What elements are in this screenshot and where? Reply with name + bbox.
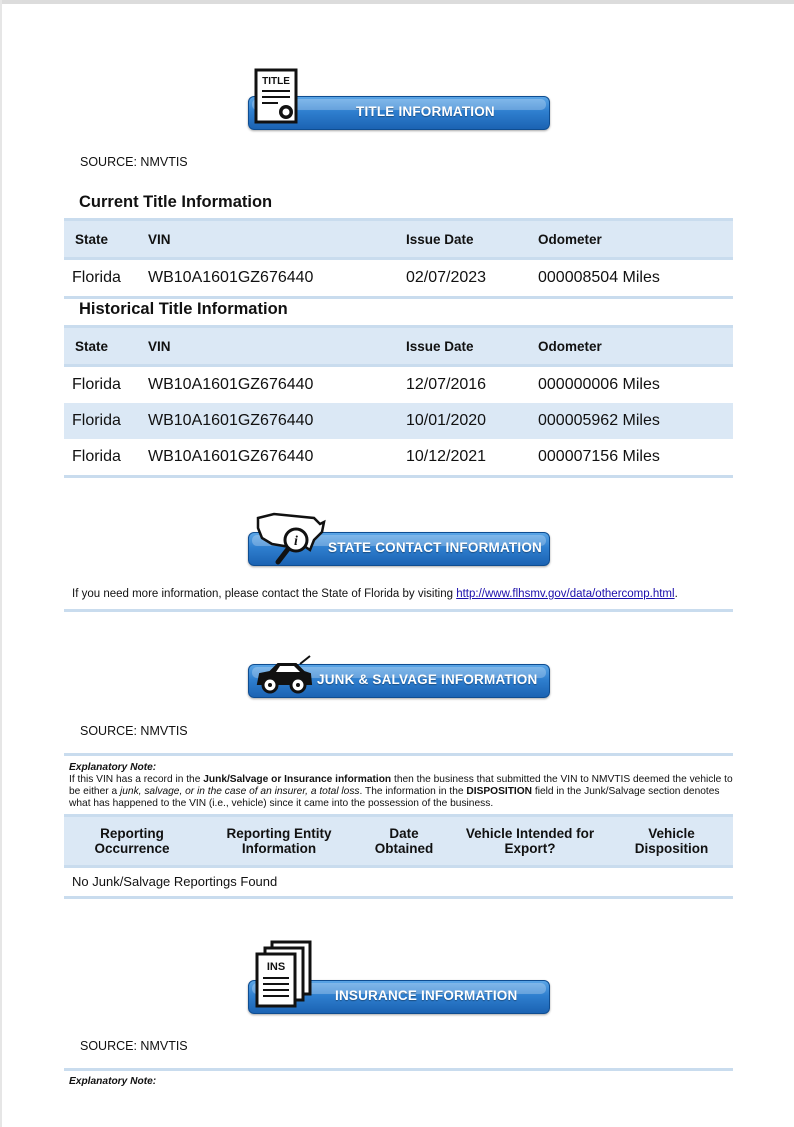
divider bbox=[64, 609, 733, 612]
flhsmv-link[interactable]: http://www.flhsmv.gov/data/othercomp.html bbox=[456, 588, 675, 600]
table-header-row bbox=[64, 220, 733, 259]
note-body: If this VIN has a record in the Junk/Salvage or Insurance information then the business that submitted the VIN to NMVTIS deemed the vehicle to be either a junk, salvage, or in the case of an insurer, a total loss. The information in the DISPOSITION field in the Junk/Salvage section denotes what has happened to the VIN (i.e., vehicle) since it came into the possession of the business. bbox=[69, 774, 733, 809]
insurance-icon-text: INS bbox=[266, 961, 286, 973]
column-header-disposition: Vehicle Disposition bbox=[610, 816, 733, 867]
cell-issue-date: 10/01/2020 bbox=[406, 403, 538, 439]
svg-text:i: i bbox=[294, 534, 298, 549]
title-icon-text: TITLE bbox=[262, 76, 290, 87]
current-title-table bbox=[64, 218, 733, 299]
banner-label: STATE CONTACT INFORMATION bbox=[328, 540, 542, 555]
cell-vin: WB10A1601GZ676440 bbox=[148, 376, 314, 393]
banner-label: TITLE INFORMATION bbox=[356, 104, 495, 119]
column-header-state: State bbox=[64, 327, 148, 366]
cell-issue-date: 02/07/2023 bbox=[406, 259, 538, 298]
divider bbox=[64, 1068, 733, 1071]
car-icon bbox=[254, 654, 314, 696]
divider bbox=[64, 753, 733, 756]
divider bbox=[64, 896, 733, 899]
cell-issue-date: 10/12/2021 bbox=[406, 439, 538, 477]
current-title-heading: Current Title Information bbox=[79, 193, 273, 211]
historical-title-heading: Historical Title Information bbox=[79, 300, 288, 318]
table-row bbox=[64, 439, 733, 477]
note-title: Explanatory Note: bbox=[69, 1076, 157, 1087]
insurance-explanatory-note bbox=[69, 1076, 733, 1088]
cell-odometer: 000005962 Miles bbox=[538, 403, 733, 439]
cell-state: Florida bbox=[64, 403, 148, 439]
banner-label: INSURANCE INFORMATION bbox=[335, 988, 518, 1003]
title-source: SOURCE: NMVTIS bbox=[80, 155, 188, 169]
column-header-vin: VIN bbox=[148, 327, 406, 366]
insurance-documents-icon bbox=[254, 940, 314, 1010]
usa-map-info-icon bbox=[254, 510, 328, 566]
cell-state: Florida bbox=[64, 259, 148, 298]
no-reportings-message: No Junk/Salvage Reportings Found bbox=[72, 874, 278, 889]
state-contact-text bbox=[72, 588, 678, 600]
table-header-row bbox=[64, 816, 733, 867]
column-header-intended-export: Vehicle Intended for Export? bbox=[450, 816, 610, 867]
historical-title-table bbox=[64, 325, 733, 478]
column-header-issue-date: Issue Date bbox=[406, 220, 538, 259]
cell-state: Florida bbox=[72, 376, 121, 393]
table-row bbox=[64, 403, 733, 439]
column-header-odometer: Odometer bbox=[538, 220, 733, 259]
page-top-border bbox=[0, 0, 794, 4]
table-row bbox=[64, 366, 733, 404]
cell-odometer: 000000006 Miles bbox=[538, 376, 660, 393]
contact-message: If you need more information, please contact the State of Florida by visiting bbox=[72, 588, 453, 600]
column-header-state: State bbox=[64, 220, 148, 259]
table-header-row bbox=[64, 327, 733, 366]
column-header-odometer: Odometer bbox=[538, 327, 733, 366]
column-header-issue-date: Issue Date bbox=[406, 327, 538, 366]
cell-vin: WB10A1601GZ676440 bbox=[148, 439, 406, 477]
cell-odometer: 000008504 Miles bbox=[538, 259, 733, 298]
column-header-reporting-entity: Reporting Entity Information bbox=[200, 816, 358, 867]
column-header-date-obtained: Date Obtained bbox=[358, 816, 450, 867]
contact-trailing: . bbox=[674, 588, 678, 600]
table-row bbox=[64, 259, 733, 298]
cell-vin: WB10A1601GZ676440 bbox=[148, 403, 406, 439]
cell-issue-date: 12/07/2016 bbox=[406, 376, 487, 393]
title-document-icon bbox=[254, 68, 300, 126]
column-header-vin: VIN bbox=[148, 220, 406, 259]
page-left-border bbox=[0, 0, 2, 1127]
cell-odometer: 000007156 Miles bbox=[538, 439, 733, 477]
junk-salvage-source: SOURCE: NMVTIS bbox=[80, 724, 188, 738]
column-header-reporting-occurrence: Reporting Occurrence bbox=[64, 816, 200, 867]
cell-state: Florida bbox=[64, 439, 148, 477]
note-title: Explanatory Note: bbox=[69, 762, 157, 773]
junk-salvage-explanatory-note bbox=[69, 762, 733, 810]
insurance-source: SOURCE: NMVTIS bbox=[80, 1039, 188, 1053]
banner-label: JUNK & SALVAGE INFORMATION bbox=[317, 672, 538, 687]
junk-salvage-table bbox=[64, 814, 733, 868]
cell-vin: WB10A1601GZ676440 bbox=[148, 259, 406, 298]
